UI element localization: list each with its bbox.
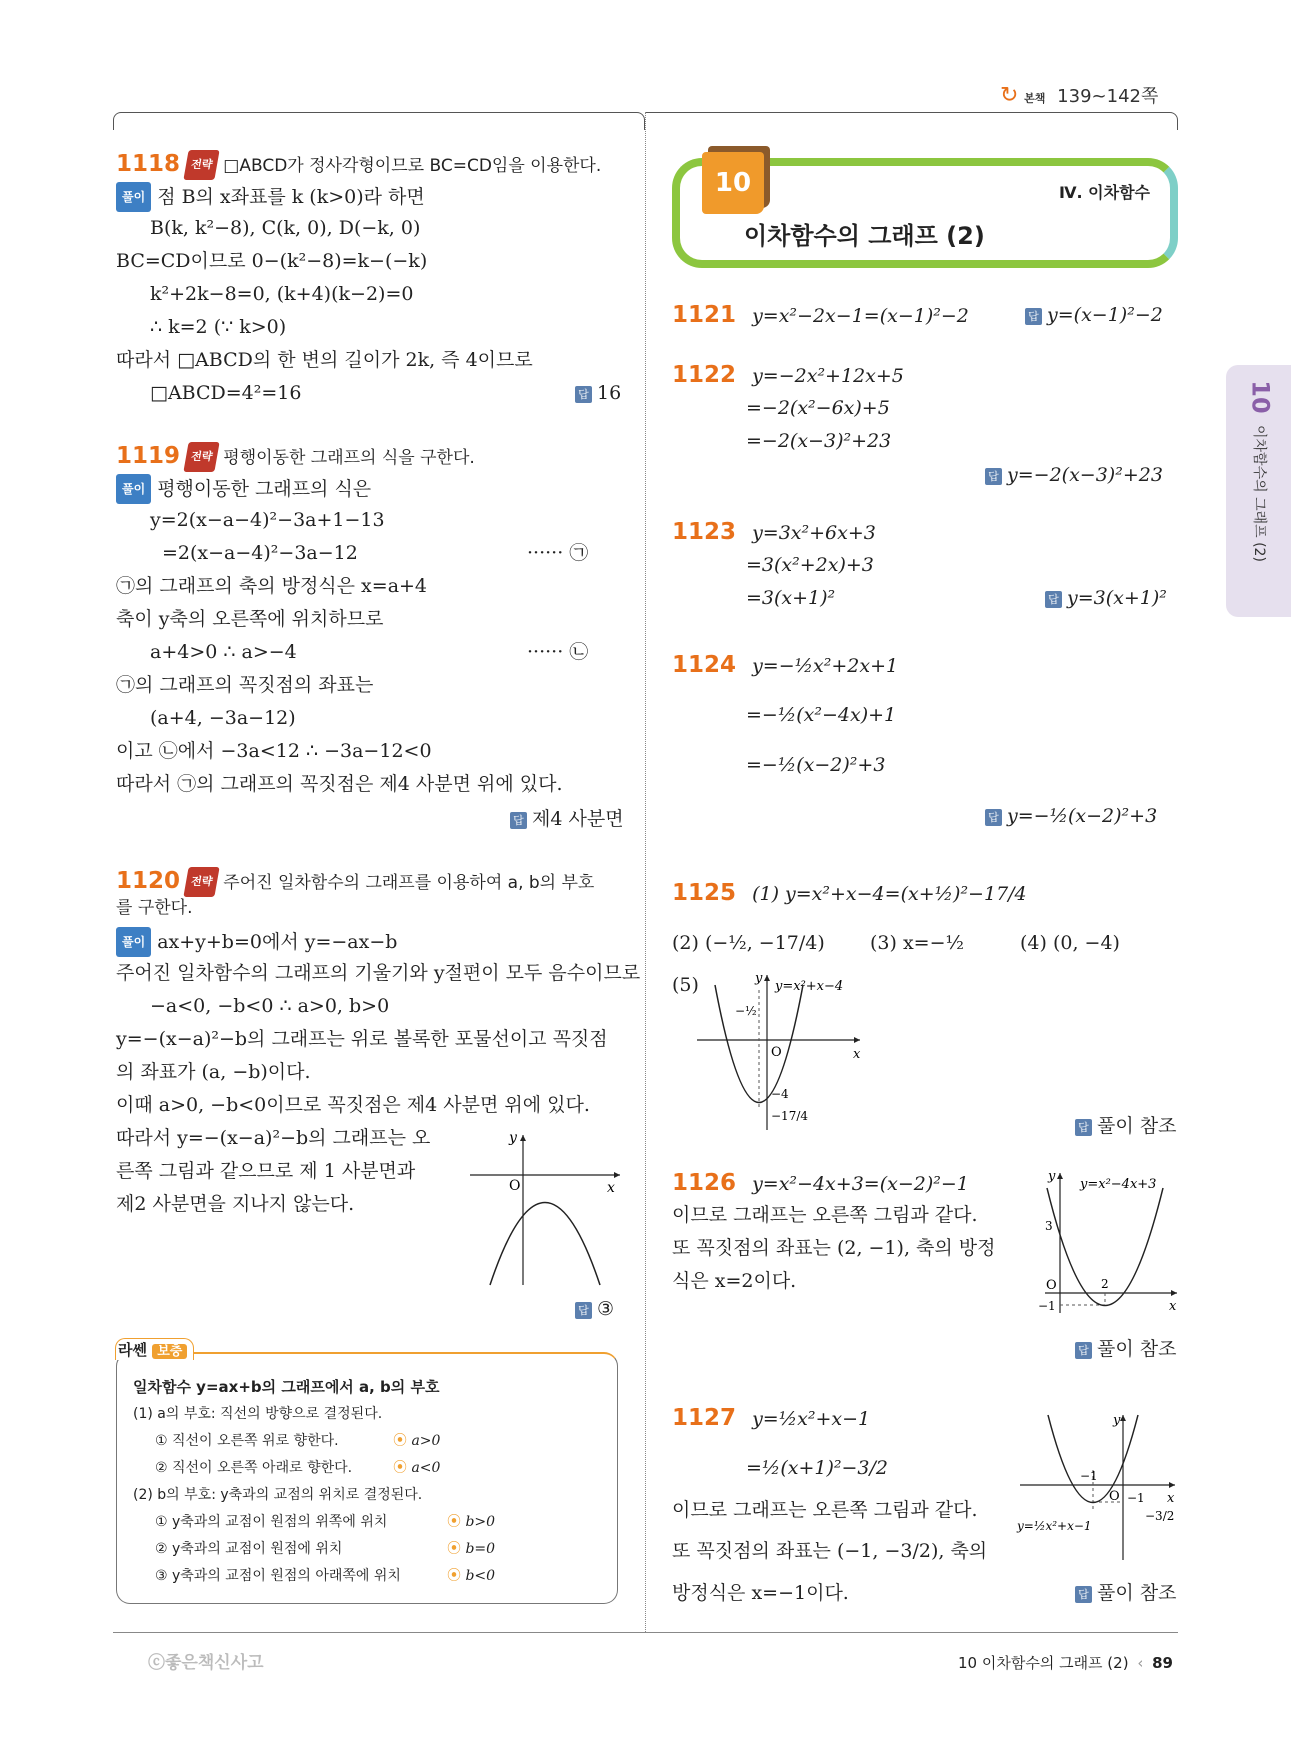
right-frame: [645, 112, 1178, 130]
answer-icon: 답: [1075, 1119, 1092, 1136]
problem-1119-line8: (a+4, −3a−12): [150, 707, 296, 729]
problem-1119-header: 1119 전략 평행이동한 그래프의 식을 구한다.: [116, 442, 475, 472]
problem-1127-line2: =½(x+1)²−3/2: [746, 1457, 888, 1479]
answer-icon: 답: [985, 468, 1002, 485]
problem-1126-line3: 또 꼭짓점의 좌표는 (2, −1), 축의 방정: [672, 1237, 996, 1259]
problem-1118-line6: 따라서 □ABCD의 한 변의 길이가 2k, 즉 4이므로: [116, 349, 533, 371]
supplement-a2-result: ⦿ a<0: [393, 1460, 441, 1476]
problem-1118-line7: □ABCD=4²=16: [150, 382, 302, 404]
supplement-b1-result: ⦿ b>0: [447, 1514, 496, 1530]
book-arrow-icon: ↻: [1000, 83, 1019, 108]
problem-1127-line3: 이므로 그래프는 오른쪽 그림과 같다.: [672, 1499, 978, 1521]
footer-chapter: 10 이차함수의 그래프 (2) ‹ 89: [958, 1654, 1173, 1672]
problem-1120-strategy2: 를 구한다.: [116, 898, 193, 918]
graph-1126-x: x: [1169, 1299, 1177, 1314]
supplement-b1: ① y축과의 교점이 원점의 위쪽에 위치: [155, 1514, 388, 1530]
problem-1125-part3: (3) x=−½: [870, 932, 964, 954]
problem-1124-line3: =−½(x−2)²+3: [746, 754, 886, 776]
problem-1127-line4: 또 꼭짓점의 좌표는 (−1, −3/2), 축의: [672, 1540, 988, 1562]
answer-1123: 답 y=3(x+1)²: [1045, 585, 1167, 611]
chapter-number-badge: 10: [702, 152, 764, 214]
problem-1125: 1125 (1) y=x²+x−4=(x+½)²−17/4: [672, 880, 1027, 906]
supplement-b-head: (2) b의 부호: y축과의 교점의 위치로 결정된다.: [133, 1487, 423, 1503]
answer-icon: 답: [1025, 308, 1042, 325]
answer-1126: 답 풀이 참조: [1075, 1336, 1176, 1362]
graph-1126-eq: y=x²−4x+3: [1080, 1177, 1157, 1192]
problem-1126-line2: 이므로 그래프는 오른쪽 그림과 같다.: [672, 1204, 978, 1226]
supplement-a2: ② 직선이 오른쪽 아래로 향한다.: [155, 1460, 353, 1476]
axis-x-label: x: [607, 1180, 615, 1196]
axis-origin: O: [509, 1178, 521, 1194]
graph-1127-y: y: [1113, 1413, 1121, 1428]
publisher-mark: ⓒ좋은책신사고: [148, 1653, 264, 1673]
answer-1125: 답 풀이 참조: [1075, 1113, 1176, 1139]
problem-1127: 1127 y=½x²+x−1: [672, 1405, 871, 1431]
graph-1126: [1035, 1168, 1180, 1318]
supplement-box: [116, 1341, 618, 1604]
graph-1126-y: y: [1048, 1169, 1056, 1184]
graph-1127-x: x: [1167, 1491, 1175, 1506]
side-tab-label: 이차함수의 그래프 (2): [1251, 425, 1267, 562]
chapter-title: 이차함수의 그래프 (2): [744, 222, 985, 250]
graph-1127-eq: y=½x²+x−1: [1017, 1519, 1092, 1533]
chapter-unit: Ⅳ. 이차함수: [1058, 183, 1150, 202]
supplement-b2-result: ⦿ b=0: [447, 1541, 496, 1557]
problem-1124-line2: =−½(x²−4x)+1: [746, 704, 897, 726]
problem-1122-line2: =−2(x²−6x)+5: [746, 397, 890, 419]
problem-1126: 1126 y=x²−4x+3=(x−2)²−1: [672, 1170, 969, 1196]
supplement-a-head: (1) a의 부호: 직선의 방향으로 결정된다.: [133, 1406, 383, 1422]
graph-1126-three: 3: [1045, 1219, 1053, 1233]
graph-1125-origin: O: [771, 1045, 782, 1060]
answer-icon: 답: [510, 812, 527, 829]
page-range: 139~142쪽: [1057, 86, 1159, 107]
supplement-b3: ③ y축과의 교점이 원점의 아래쪽에 위치: [155, 1568, 401, 1584]
answer-icon: 답: [985, 809, 1002, 826]
footer-rule: [113, 1632, 1178, 1633]
problem-1120-line2: 주어진 일차함수의 그래프의 기울기와 y절편이 모두 음수이므로: [116, 962, 641, 984]
book-ref: ↻ 본책 139~142쪽: [1000, 83, 1159, 108]
problem-1119-line9: 이고 ㉡에서 −3a<12 ∴ −3a−12<0: [116, 740, 432, 762]
problem-1119-line3: =2(x−a−4)²−3a−12: [162, 542, 358, 564]
answer-icon: 답: [575, 386, 592, 403]
graph-1125: [695, 970, 870, 1135]
supplement-b2: ② y축과의 교점이 원점에 위치: [155, 1541, 343, 1557]
problem-1121: 1121 y=x²−2x−1=(x−1)²−2: [672, 302, 969, 328]
answer-icon: 답: [1075, 1342, 1092, 1359]
problem-1123: 1123 y=3x²+6x+3: [672, 519, 876, 545]
problem-1120-line8: 른쪽 그림과 같으므로 제 1 사분면과: [116, 1160, 416, 1182]
marker-2: ······ ㉡: [527, 641, 589, 663]
answer-1121: 답 y=(x−1)²−2: [1025, 302, 1163, 328]
problem-1123-line3: =3(x+1)²: [746, 587, 836, 609]
supplement-a1-result: ⦿ a>0: [393, 1433, 441, 1449]
problem-1120-line9: 제2 사분면을 지나지 않는다.: [116, 1193, 355, 1215]
problem-1120-line4: y=−(x−a)²−b의 그래프는 위로 볼록한 포물선이고 꼭짓점: [116, 1028, 608, 1050]
supplement-b3-result: ⦿ b<0: [447, 1568, 496, 1584]
answer-1119: 답 제4 사분면: [510, 806, 624, 832]
graph-1127: [1015, 1410, 1180, 1565]
left-frame: [113, 112, 645, 130]
answer-1120: 답 ③: [575, 1296, 614, 1322]
graph-1126-m1: −1: [1038, 1299, 1056, 1313]
marker-1: ······ ㉠: [527, 542, 589, 564]
problem-1120-header: 1120 전략 주어진 일차함수의 그래프를 이용하여 a, b의 부호: [116, 867, 594, 897]
problem-1118-line3: BC=CD이므로 0−(k²−8)=k−(−k): [116, 250, 428, 272]
graph-1127-m32: −3/2: [1145, 1509, 1175, 1523]
graph-1126-two: 2: [1101, 1277, 1109, 1291]
problem-1124: 1124 y=−½x²+2x+1: [672, 652, 899, 678]
graph-1125-neg-half: −½: [735, 1004, 757, 1018]
page-chevron-icon: ‹: [1137, 1654, 1144, 1672]
graph-1127-m1: −1: [1080, 1469, 1098, 1483]
problem-1122: 1122 y=−2x²+12x+5: [672, 362, 904, 388]
graph-1125-y: y: [755, 971, 763, 986]
graph-1126-origin: O: [1046, 1278, 1057, 1293]
answer-1122: 답 y=−2(x−3)²+23: [985, 462, 1163, 488]
problem-1125-part4: (4) (0, −4): [1020, 932, 1120, 954]
problem-1119-line10: 따라서 ㉠의 그래프의 꼭짓점은 제4 사분면 위에 있다.: [116, 773, 563, 795]
side-tab-number: 10: [1246, 380, 1275, 414]
answer-icon: 답: [1045, 591, 1062, 608]
answer-1118: 답 16: [575, 380, 621, 406]
graph-1125-eq: y=x²+x−4: [775, 979, 844, 994]
supplement-heading: 일차함수 y=ax+b의 그래프에서 a, b의 부호: [133, 1378, 440, 1396]
problem-1125-part5: (5): [672, 974, 699, 996]
page-number: 89: [1152, 1654, 1173, 1672]
side-tab: [1226, 365, 1291, 617]
answer-icon: 답: [1075, 1586, 1092, 1603]
problem-1119-line4: ㉠의 그래프의 축의 방정식은 x=a+4: [116, 575, 428, 597]
supplement-title-tab: 라쎈 보충: [115, 1338, 194, 1360]
graph-1125-m4: −4: [771, 1087, 789, 1101]
graph-1127-origin: O: [1109, 1489, 1120, 1504]
supplement-a1: ① 직선이 오른쪽 위로 향한다.: [155, 1433, 339, 1449]
graph-1120: [465, 1130, 625, 1290]
answer-1127: 답 풀이 참조: [1075, 1580, 1176, 1606]
problem-1127-line5: 방정식은 x=−1이다.: [672, 1582, 849, 1604]
problem-1120-line3: −a<0, −b<0 ∴ a>0, b>0: [150, 995, 390, 1017]
answer-1124: 답 y=−½(x−2)²+3: [985, 803, 1157, 829]
answer-icon: 답: [575, 1302, 592, 1319]
problem-1119-line2: y=2(x−a−4)²−3a+1−13: [150, 509, 385, 531]
problem-1119-line5: 축이 y축의 오른쪽에 위치하므로: [116, 608, 384, 630]
problem-1120-line7: 따라서 y=−(x−a)²−b의 그래프는 오: [116, 1127, 431, 1149]
problem-1123-line2: =3(x²+2x)+3: [746, 554, 874, 576]
problem-1125-part2: (2) (−½, −17/4): [672, 932, 825, 954]
column-divider: [645, 112, 646, 1632]
graph-1125-x: x: [853, 1047, 861, 1062]
problem-1118-line5: ∴ k=2 (∵ k>0): [150, 316, 287, 338]
problem-1119-line6: a+4>0 ∴ a>−4: [150, 641, 297, 663]
problem-1120-line6: 이때 a>0, −b<0이므로 꼭짓점은 제4 사분면 위에 있다.: [116, 1094, 590, 1116]
problem-1118-line4: k²+2k−8=0, (k+4)(k−2)=0: [150, 283, 414, 305]
axis-y-label: y: [509, 1130, 517, 1146]
problem-1119-line1: 풀이 평행이동한 그래프의 식은: [116, 474, 371, 504]
problem-1118-line2: B(k, k²−8), C(k, 0), D(−k, 0): [150, 217, 421, 239]
chapter-banner: [672, 158, 1178, 268]
graph-1127-m1b: −1: [1127, 1491, 1145, 1505]
problem-1118-header: 1118 전략 □ABCD가 정사각형이므로 BC=CD임을 이용한다.: [116, 150, 601, 180]
problem-1126-line4: 식은 x=2이다.: [672, 1270, 797, 1292]
problem-1122-line3: =−2(x−3)²+23: [746, 430, 892, 452]
problem-1120-line1: 풀이 ax+y+b=0에서 y=−ax−b: [116, 927, 397, 957]
problem-1120-line5: 의 좌표가 (a, −b)이다.: [116, 1061, 311, 1083]
problem-1118-line1: 풀이 점 B의 x좌표를 k (k>0)라 하면: [116, 182, 425, 212]
graph-1125-m17: −17/4: [771, 1109, 809, 1123]
problem-1119-line7: ㉠의 그래프의 꼭짓점의 좌표는: [116, 674, 374, 696]
